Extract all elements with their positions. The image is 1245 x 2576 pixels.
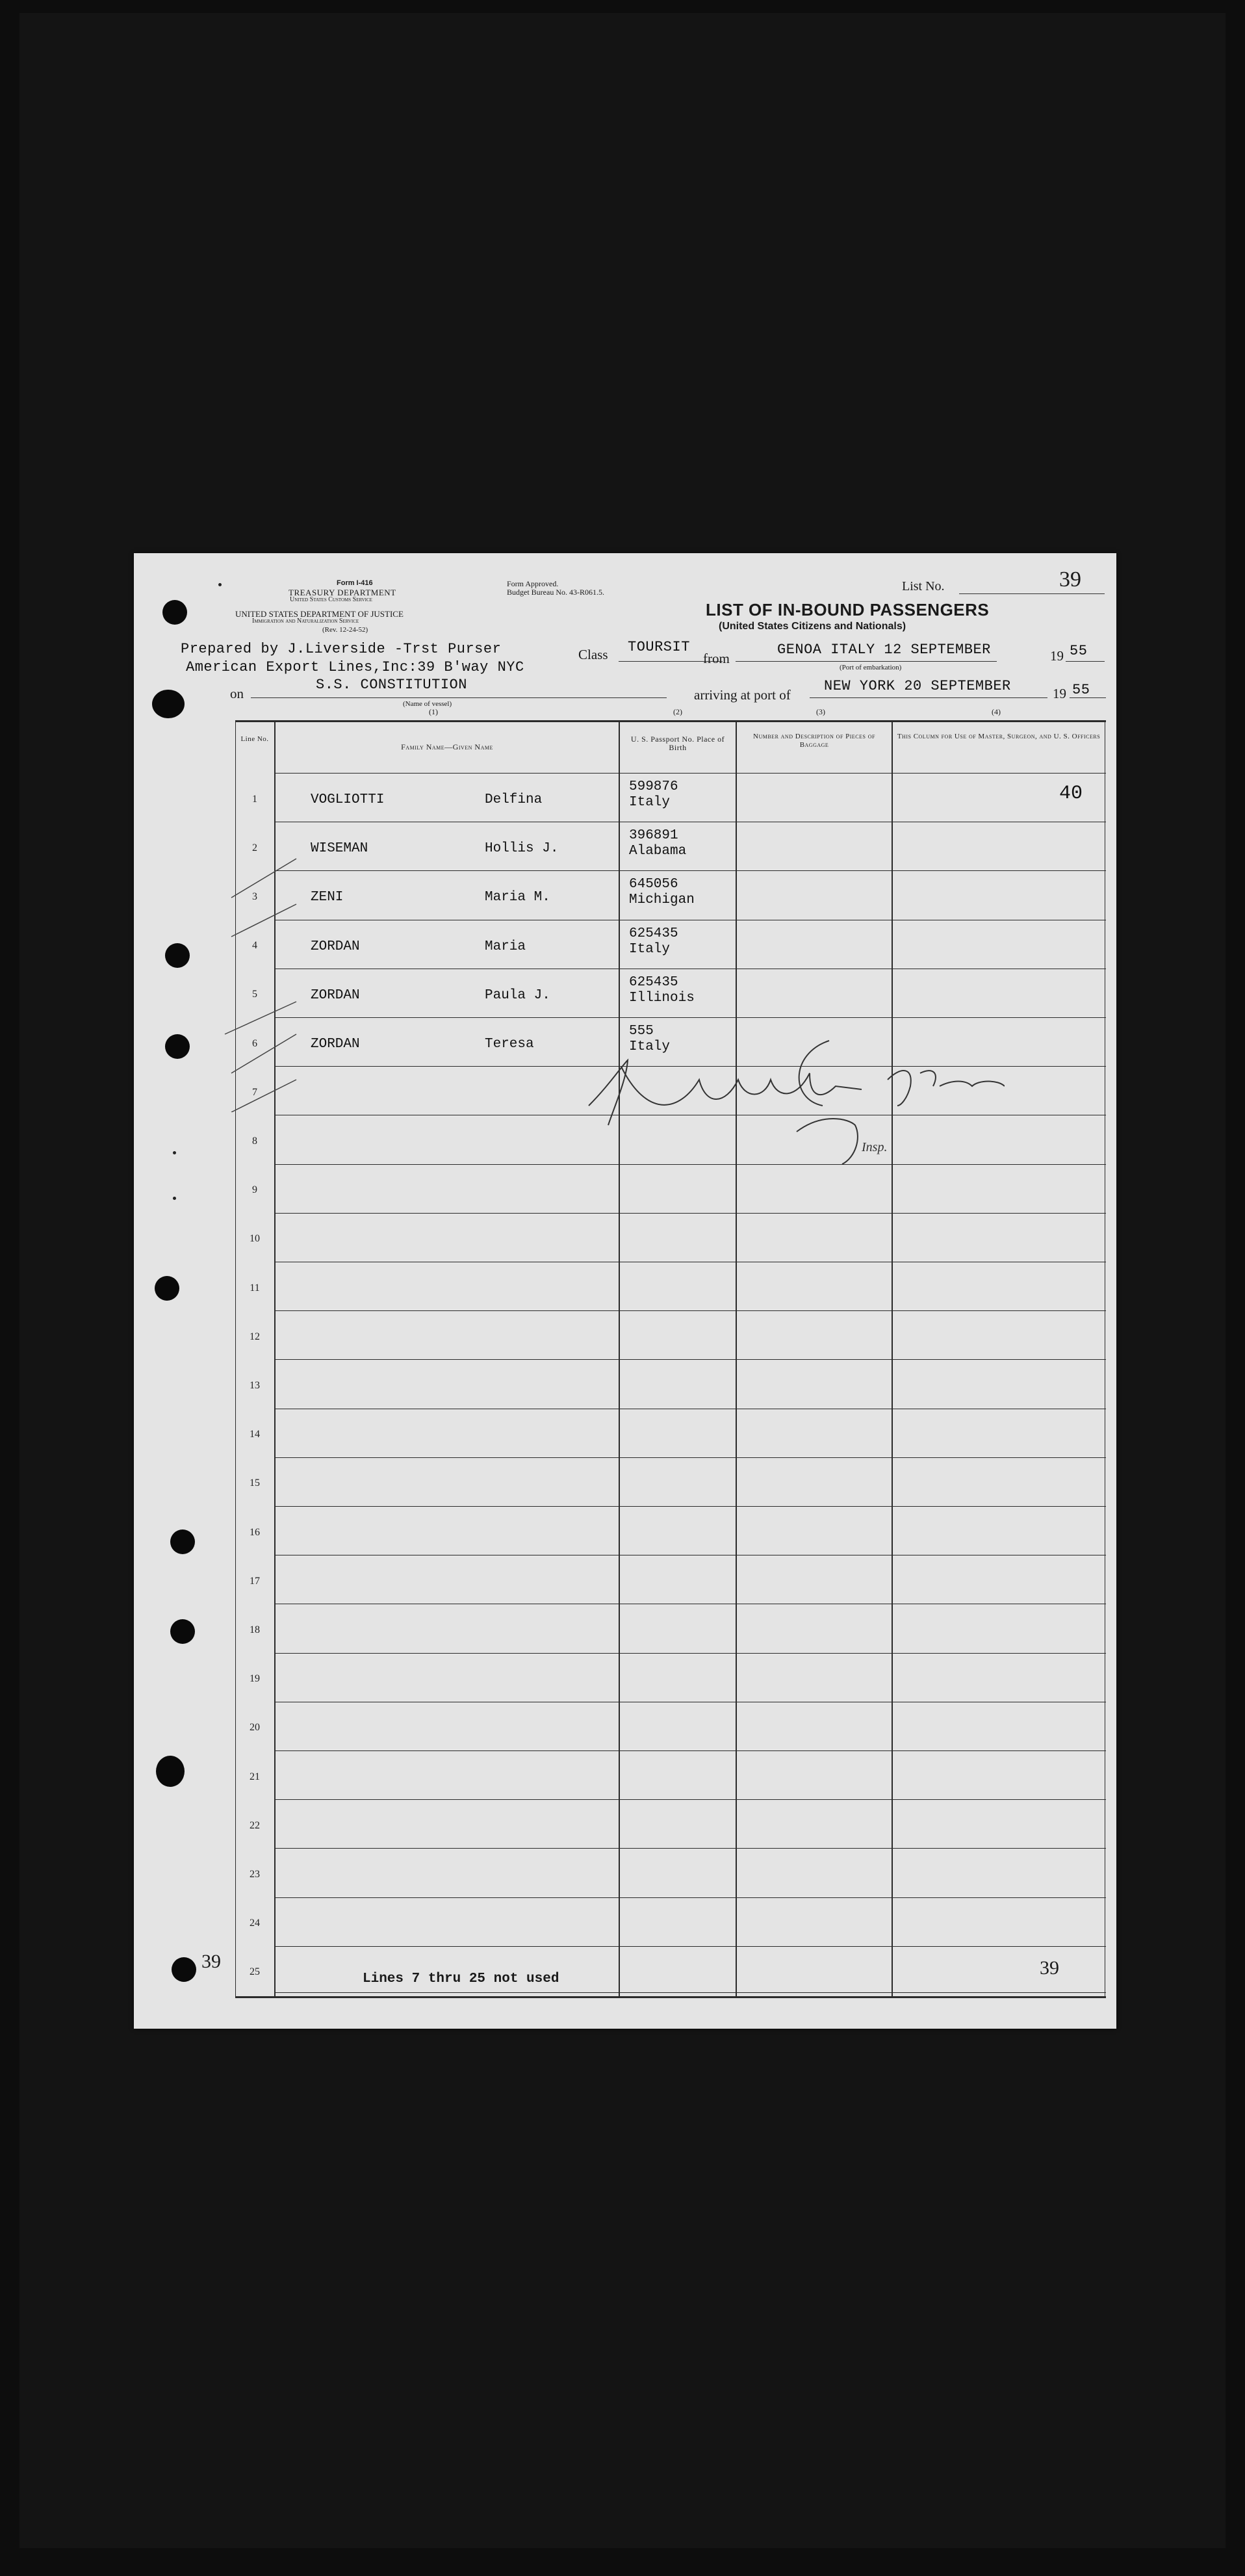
punch-hole <box>162 600 187 625</box>
line-number: 18 <box>250 1624 260 1635</box>
family-name: ZORDAN <box>311 1037 360 1052</box>
punch-hole <box>152 690 185 718</box>
line-number: 9 <box>252 1184 257 1196</box>
passport-number: 645056 <box>629 877 678 892</box>
header-officer: This Column for Use of Master, Surgeon, and U. S. Officers <box>897 733 1101 740</box>
port-embark-note: (Port of embarkation) <box>840 664 902 671</box>
row-rule <box>274 1506 1106 1507</box>
passport-number: 555 <box>629 1024 654 1039</box>
treasury-dept: TREASURY DEPARTMENT <box>289 588 396 597</box>
family-name: ZENI <box>311 890 344 905</box>
given-name: Paula J. <box>485 987 550 1003</box>
revision: (Rev. 12-24-52) <box>322 626 368 634</box>
from-value: GENOA ITALY 12 SEPTEMBER <box>777 642 991 658</box>
col-num-3: (3) <box>816 707 825 716</box>
table-bottom-rule-2 <box>274 1992 1106 1993</box>
punch-hole <box>165 1034 190 1059</box>
shipping-agent: American Export Lines,Inc:39 B'way NYC <box>186 659 524 675</box>
manifest-title: LIST OF IN-BOUND PASSENGERS <box>706 600 990 619</box>
line-number: 14 <box>250 1429 260 1440</box>
row-rule <box>274 1017 1106 1018</box>
table-header-rule <box>274 773 1106 774</box>
from-label: from <box>703 651 730 666</box>
arrival-value: NEW YORK 20 SEPTEMBER <box>824 678 1011 694</box>
line-number: 24 <box>250 1918 260 1929</box>
header-passport: U. S. Passport No. Place of Birth <box>630 735 725 752</box>
line-number: 16 <box>250 1526 260 1538</box>
given-name: Maria M. <box>485 890 550 905</box>
line-number: 3 <box>252 891 257 902</box>
line-number: 23 <box>250 1869 260 1880</box>
passport-number: 396891 <box>629 828 678 844</box>
line-number: 22 <box>250 1819 260 1831</box>
birthplace: Michigan <box>629 892 695 908</box>
birthplace: Italy <box>629 1039 671 1054</box>
line-number: 20 <box>250 1722 260 1734</box>
line-number: 7 <box>252 1086 257 1098</box>
col-num-1: (1) <box>429 707 438 716</box>
line-number: 10 <box>250 1233 260 1245</box>
line-number: 11 <box>250 1282 260 1294</box>
line-number: 8 <box>252 1136 257 1147</box>
line-number: 25 <box>250 1966 260 1978</box>
line-number: 6 <box>252 1037 257 1049</box>
from-line <box>736 661 997 662</box>
row-rule <box>274 1946 1106 1947</box>
arrival-year: 55 <box>1072 682 1090 698</box>
line-number: 13 <box>250 1380 260 1391</box>
officer-signature <box>550 1028 1005 1171</box>
line-number: 15 <box>250 1477 260 1489</box>
header-line-no: Line No. <box>240 735 269 743</box>
given-name: Delfina <box>485 792 543 807</box>
family-name: VOGLIOTTI <box>311 792 385 807</box>
from-year-prefix: 19 <box>1050 648 1064 664</box>
list-no-line <box>959 593 1105 594</box>
table-top-rule <box>235 720 1106 722</box>
page-number-left: 39 <box>201 1951 221 1972</box>
form-number: Form I-416 <box>337 579 373 587</box>
vessel-line <box>251 697 667 698</box>
given-name: Hollis J. <box>485 841 559 857</box>
punch-hole <box>155 1276 179 1301</box>
punch-hole <box>172 1957 196 1982</box>
page-number-right: 39 <box>1040 1957 1059 1979</box>
family-name: ZORDAN <box>311 939 360 954</box>
birthplace: Illinois <box>629 990 695 1006</box>
speck <box>173 1197 176 1200</box>
line-number: 5 <box>252 989 257 1000</box>
from-year: 55 <box>1070 643 1088 659</box>
punch-hole <box>165 943 190 968</box>
approval-line-2: Budget Bureau No. 43-R061.5. <box>507 588 604 597</box>
row-rule <box>274 1848 1106 1849</box>
birthplace: Alabama <box>629 844 687 859</box>
list-no-value: 39 <box>1059 567 1081 592</box>
class-label: Class <box>578 647 608 662</box>
row-rule <box>274 1897 1106 1898</box>
speck <box>218 583 222 586</box>
col-num-4: (4) <box>992 707 1001 716</box>
family-name: ZORDAN <box>311 987 360 1003</box>
customs-service: United States Customs Service <box>290 596 372 603</box>
birthplace: Italy <box>629 941 671 957</box>
prepared-by: Prepared by J.Liverside -Trst Purser <box>181 641 502 657</box>
svg-text:Insp.: Insp. <box>862 1140 888 1154</box>
vessel-note: (Name of vessel) <box>403 700 452 708</box>
row-rule <box>274 1653 1106 1654</box>
approval-line-1: Form Approved. <box>507 579 559 588</box>
row-rule <box>274 1457 1106 1458</box>
class-value: TOURSIT <box>628 639 690 655</box>
arrival-year-prefix: 19 <box>1053 686 1066 701</box>
table-bottom-rule <box>235 1996 1106 1998</box>
row-rule <box>274 1310 1106 1311</box>
ins-service: Immigration and Naturalization Service <box>252 618 359 625</box>
family-name: WISEMAN <box>311 841 368 857</box>
line-number: 12 <box>250 1331 260 1342</box>
manifest-subtitle: (United States Citizens and Nationals) <box>719 621 906 632</box>
line-number: 19 <box>250 1673 260 1685</box>
passport-number: 625435 <box>629 974 678 990</box>
arrival-year-line <box>1070 697 1106 698</box>
line-number: 4 <box>252 940 257 952</box>
line-number: 21 <box>250 1771 260 1782</box>
passport-number: 625435 <box>629 926 678 941</box>
manifest-page <box>134 553 1116 2029</box>
row-rule <box>274 1799 1106 1800</box>
list-no-label: List No. <box>902 579 945 593</box>
punch-hole <box>170 1619 195 1644</box>
arrival-line <box>810 697 1047 698</box>
speck <box>173 1151 176 1154</box>
officer-mark: 40 <box>1059 783 1083 805</box>
from-year-line <box>1066 661 1105 662</box>
passport-number: 599876 <box>629 779 678 794</box>
line-number: 1 <box>252 793 257 805</box>
punch-hole <box>156 1756 185 1787</box>
col-num-2: (2) <box>673 707 682 716</box>
row-rule <box>274 1359 1106 1360</box>
tally-marks <box>199 748 342 1112</box>
footer-note: Lines 7 thru 25 not used <box>363 1971 559 1986</box>
row-rule <box>274 1750 1106 1751</box>
line-number: 2 <box>252 842 257 853</box>
row-rule <box>274 870 1106 871</box>
birthplace: Italy <box>629 795 671 810</box>
row-rule <box>274 1213 1106 1214</box>
vessel-name: S.S. CONSTITUTION <box>316 677 467 693</box>
given-name: Teresa <box>485 1037 534 1052</box>
arriving-label: arriving at port of <box>694 687 791 703</box>
punch-hole <box>170 1529 195 1554</box>
on-label: on <box>230 686 244 701</box>
given-name: Maria <box>485 939 526 954</box>
header-name: Family Name—Given Name <box>401 742 493 751</box>
header-baggage: Number and Description of Pieces of Baggage <box>753 733 875 749</box>
line-number: 17 <box>250 1575 260 1587</box>
justice-dept: UNITED STATES DEPARTMENT OF JUSTICE <box>235 609 404 619</box>
